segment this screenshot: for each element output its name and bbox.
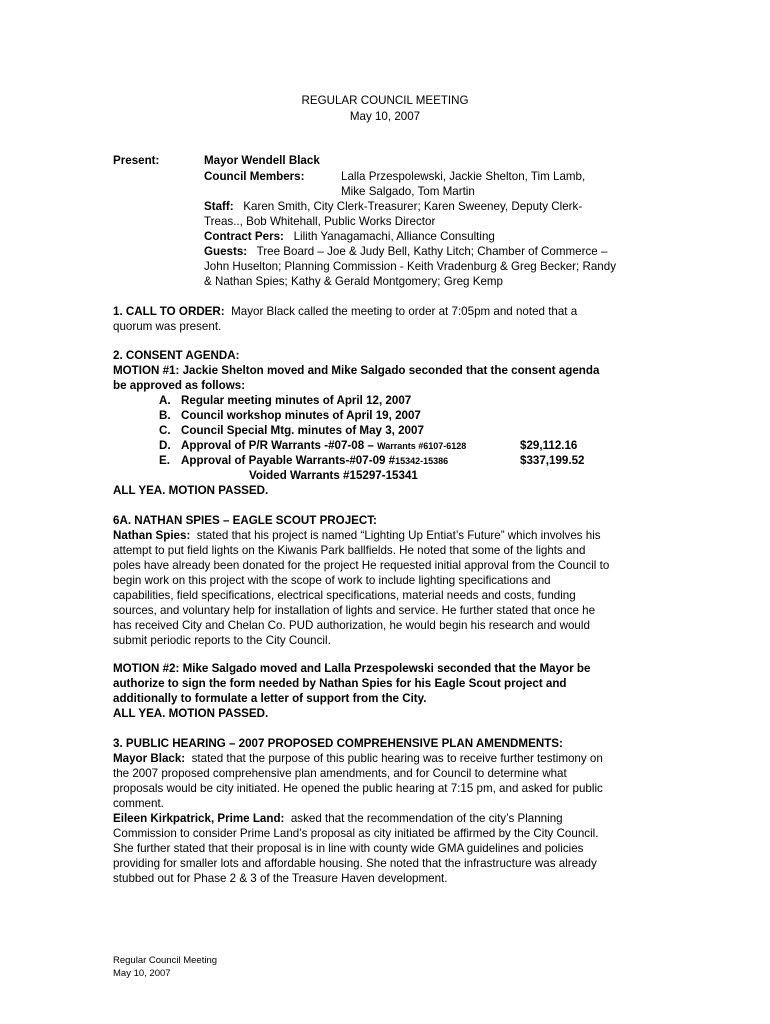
consent-result: ALL YEA. MOTION PASSED. (113, 484, 269, 497)
mayor-name: Mayor Wendell Black (204, 154, 320, 167)
eagle-scout-heading: 6A. NATHAN SPIES – EAGLE SCOUT PROJECT: (113, 514, 377, 527)
motion2-line: additionally to formulate a letter of support from the City. (113, 692, 427, 705)
guests-line3: & Nathan Spies; Kathy & Gerald Montgomery; Greg Kemp (204, 275, 504, 288)
consent-item-text (181, 453, 448, 469)
consent-item-letter: C. (159, 424, 171, 437)
consent-item-letter: B. (159, 409, 171, 422)
footer-date: May 10, 2007 (113, 968, 171, 979)
voided-warrants: Voided Warrants #15297-15341 (249, 469, 418, 482)
public-hearing-line (113, 811, 563, 826)
eagle-scout-line: begin work on this project with the scope of work to include lighting specifications and (113, 574, 551, 587)
consent-item-text: Regular meeting minutes of April 12, 2007 (181, 394, 412, 407)
council-members-line2: Mike Salgado, Tom Martin (341, 185, 475, 198)
consent-item-amount: $337,199.52 (520, 454, 585, 467)
speaker-name: Mayor Black: (113, 752, 186, 765)
speaker-name: Nathan Spies: (113, 529, 191, 542)
public-hearing-line: providing for smaller lots and affordable housing. She noted that the infrastructure was already (113, 857, 597, 870)
staff-line2: Treas.., Bob Whitehall, Public Works Director (204, 215, 436, 228)
public-hearing-line: the 2007 proposed comprehensive plan amendments, and for Council to determine what (113, 767, 567, 780)
contract-text: Lilith Yanagamachi, Alliance Consulting (293, 230, 495, 243)
consent-item-text: Council workshop minutes of April 19, 2007 (181, 409, 421, 422)
contract-label: Contract Pers: (204, 230, 284, 243)
council-members-line1: Lalla Przespolewski, Jackie Shelton, Tim Lamb, (341, 170, 586, 183)
consent-item-main: Approval of Payable Warrants-#07-09 # (181, 454, 396, 467)
staff-text: Karen Smith, City Clerk-Treasurer; Karen Sweeney, Deputy Clerk- (243, 200, 583, 213)
eagle-scout-line: submit periodic reports to the City Council. (113, 634, 331, 647)
eagle-scout-line: poles have already been donated for the project He requested initial approval from the Council to (113, 559, 610, 572)
meeting-title: REGULAR COUNCIL MEETING (301, 94, 469, 107)
eagle-scout-text: stated that his project is named “Lighting Up Entiat’s Future” which involves his (196, 529, 601, 542)
guests-label: Guests: (204, 245, 248, 258)
public-hearing-text: asked that the recommendation of the city’s Planning (290, 812, 563, 825)
eagle-scout-line: capabilities, field specifications, electrical specifications, material needs and costs, funding (113, 589, 576, 602)
consent-item-warrants: Warrants #6107-6128 (377, 441, 467, 451)
motion1-line2: be approved as follows: (113, 379, 246, 392)
call-to-order-line2: quorum was present. (113, 320, 222, 333)
public-hearing-line: She further stated that their proposal is in line with county wide GMA guidelines and policies (113, 842, 584, 855)
consent-item-main: Approval of P/R Warrants -#07-08 – (181, 439, 378, 452)
motion1-line1: MOTION #1: Jackie Shelton moved and Mike Salgado seconded that the consent agenda (113, 364, 600, 377)
public-hearing-line: proposals would be city initiated. He opened the public hearing at 7:15 pm, and asked for public (113, 782, 603, 795)
consent-item-letter: E. (159, 454, 170, 467)
call-to-order-text: Mayor Black called the meeting to order at 7:05pm and noted that a (231, 305, 578, 318)
consent-item-warrants: 15342-15386 (395, 456, 449, 466)
public-hearing-text: stated that the purpose of this public hearing was to receive further testimony on (191, 752, 603, 765)
eagle-scout-line: sources, and voluntary help for installation of lights and service. He further stated that once he (113, 604, 596, 617)
eagle-scout-line (113, 528, 601, 543)
public-hearing-heading: 3. PUBLIC HEARING – 2007 PROPOSED COMPREHENSIVE PLAN AMENDMENTS: (113, 737, 563, 750)
consent-item-text: Council Special Mtg. minutes of May 3, 2007 (181, 424, 424, 437)
eagle-scout-line: has received City and Chelan Co. PUD authorization, he would begin his research and would (113, 619, 590, 632)
eagle-scout-line: attempt to put field lights on the Kiwanis Park ballfields. He noted that some of the lights and (113, 544, 586, 557)
staff-line1 (204, 199, 582, 214)
consent-item-text (181, 438, 466, 454)
public-hearing-line (113, 751, 603, 766)
consent-item-letter: D. (159, 439, 171, 452)
guests-line1 (204, 244, 607, 259)
motion2-line: authorize to sign the form needed by Nathan Spies for his Eagle Scout project and (113, 677, 567, 690)
consent-item-amount: $29,112.16 (520, 439, 578, 452)
consent-heading: 2. CONSENT AGENDA: (113, 349, 240, 362)
public-hearing-line: Commission to consider Prime Land’s proposal as city initiated be affirmed by the City Council. (113, 827, 599, 840)
call-to-order-heading: 1. CALL TO ORDER: (113, 305, 225, 318)
public-hearing-line: stubbed out for Phase 2 & 3 of the Treasure Haven development. (113, 872, 448, 885)
staff-label: Staff: (204, 200, 234, 213)
public-hearing-line: comment. (113, 797, 164, 810)
present-label: Present: (113, 154, 160, 167)
footer-title: Regular Council Meeting (113, 955, 218, 966)
council-label: Council Members: (204, 170, 305, 183)
meeting-date: May 10, 2007 (349, 110, 421, 123)
guests-line2: John Huselton; Planning Commission - Keith Vradenburg & Greg Becker; Randy (204, 260, 617, 273)
consent-item-letter: A. (159, 394, 171, 407)
speaker-name: Eileen Kirkpatrick, Prime Land: (113, 812, 285, 825)
motion2-line: MOTION #2: Mike Salgado moved and Lalla Przespolewski seconded that the Mayor be (113, 662, 591, 675)
guests-text: Tree Board – Joe & Judy Bell, Kathy Litch; Chamber of Commerce – (256, 245, 608, 258)
motion2-result: ALL YEA. MOTION PASSED. (113, 707, 269, 720)
contract-line (204, 229, 495, 244)
call-to-order-line1 (113, 304, 577, 319)
